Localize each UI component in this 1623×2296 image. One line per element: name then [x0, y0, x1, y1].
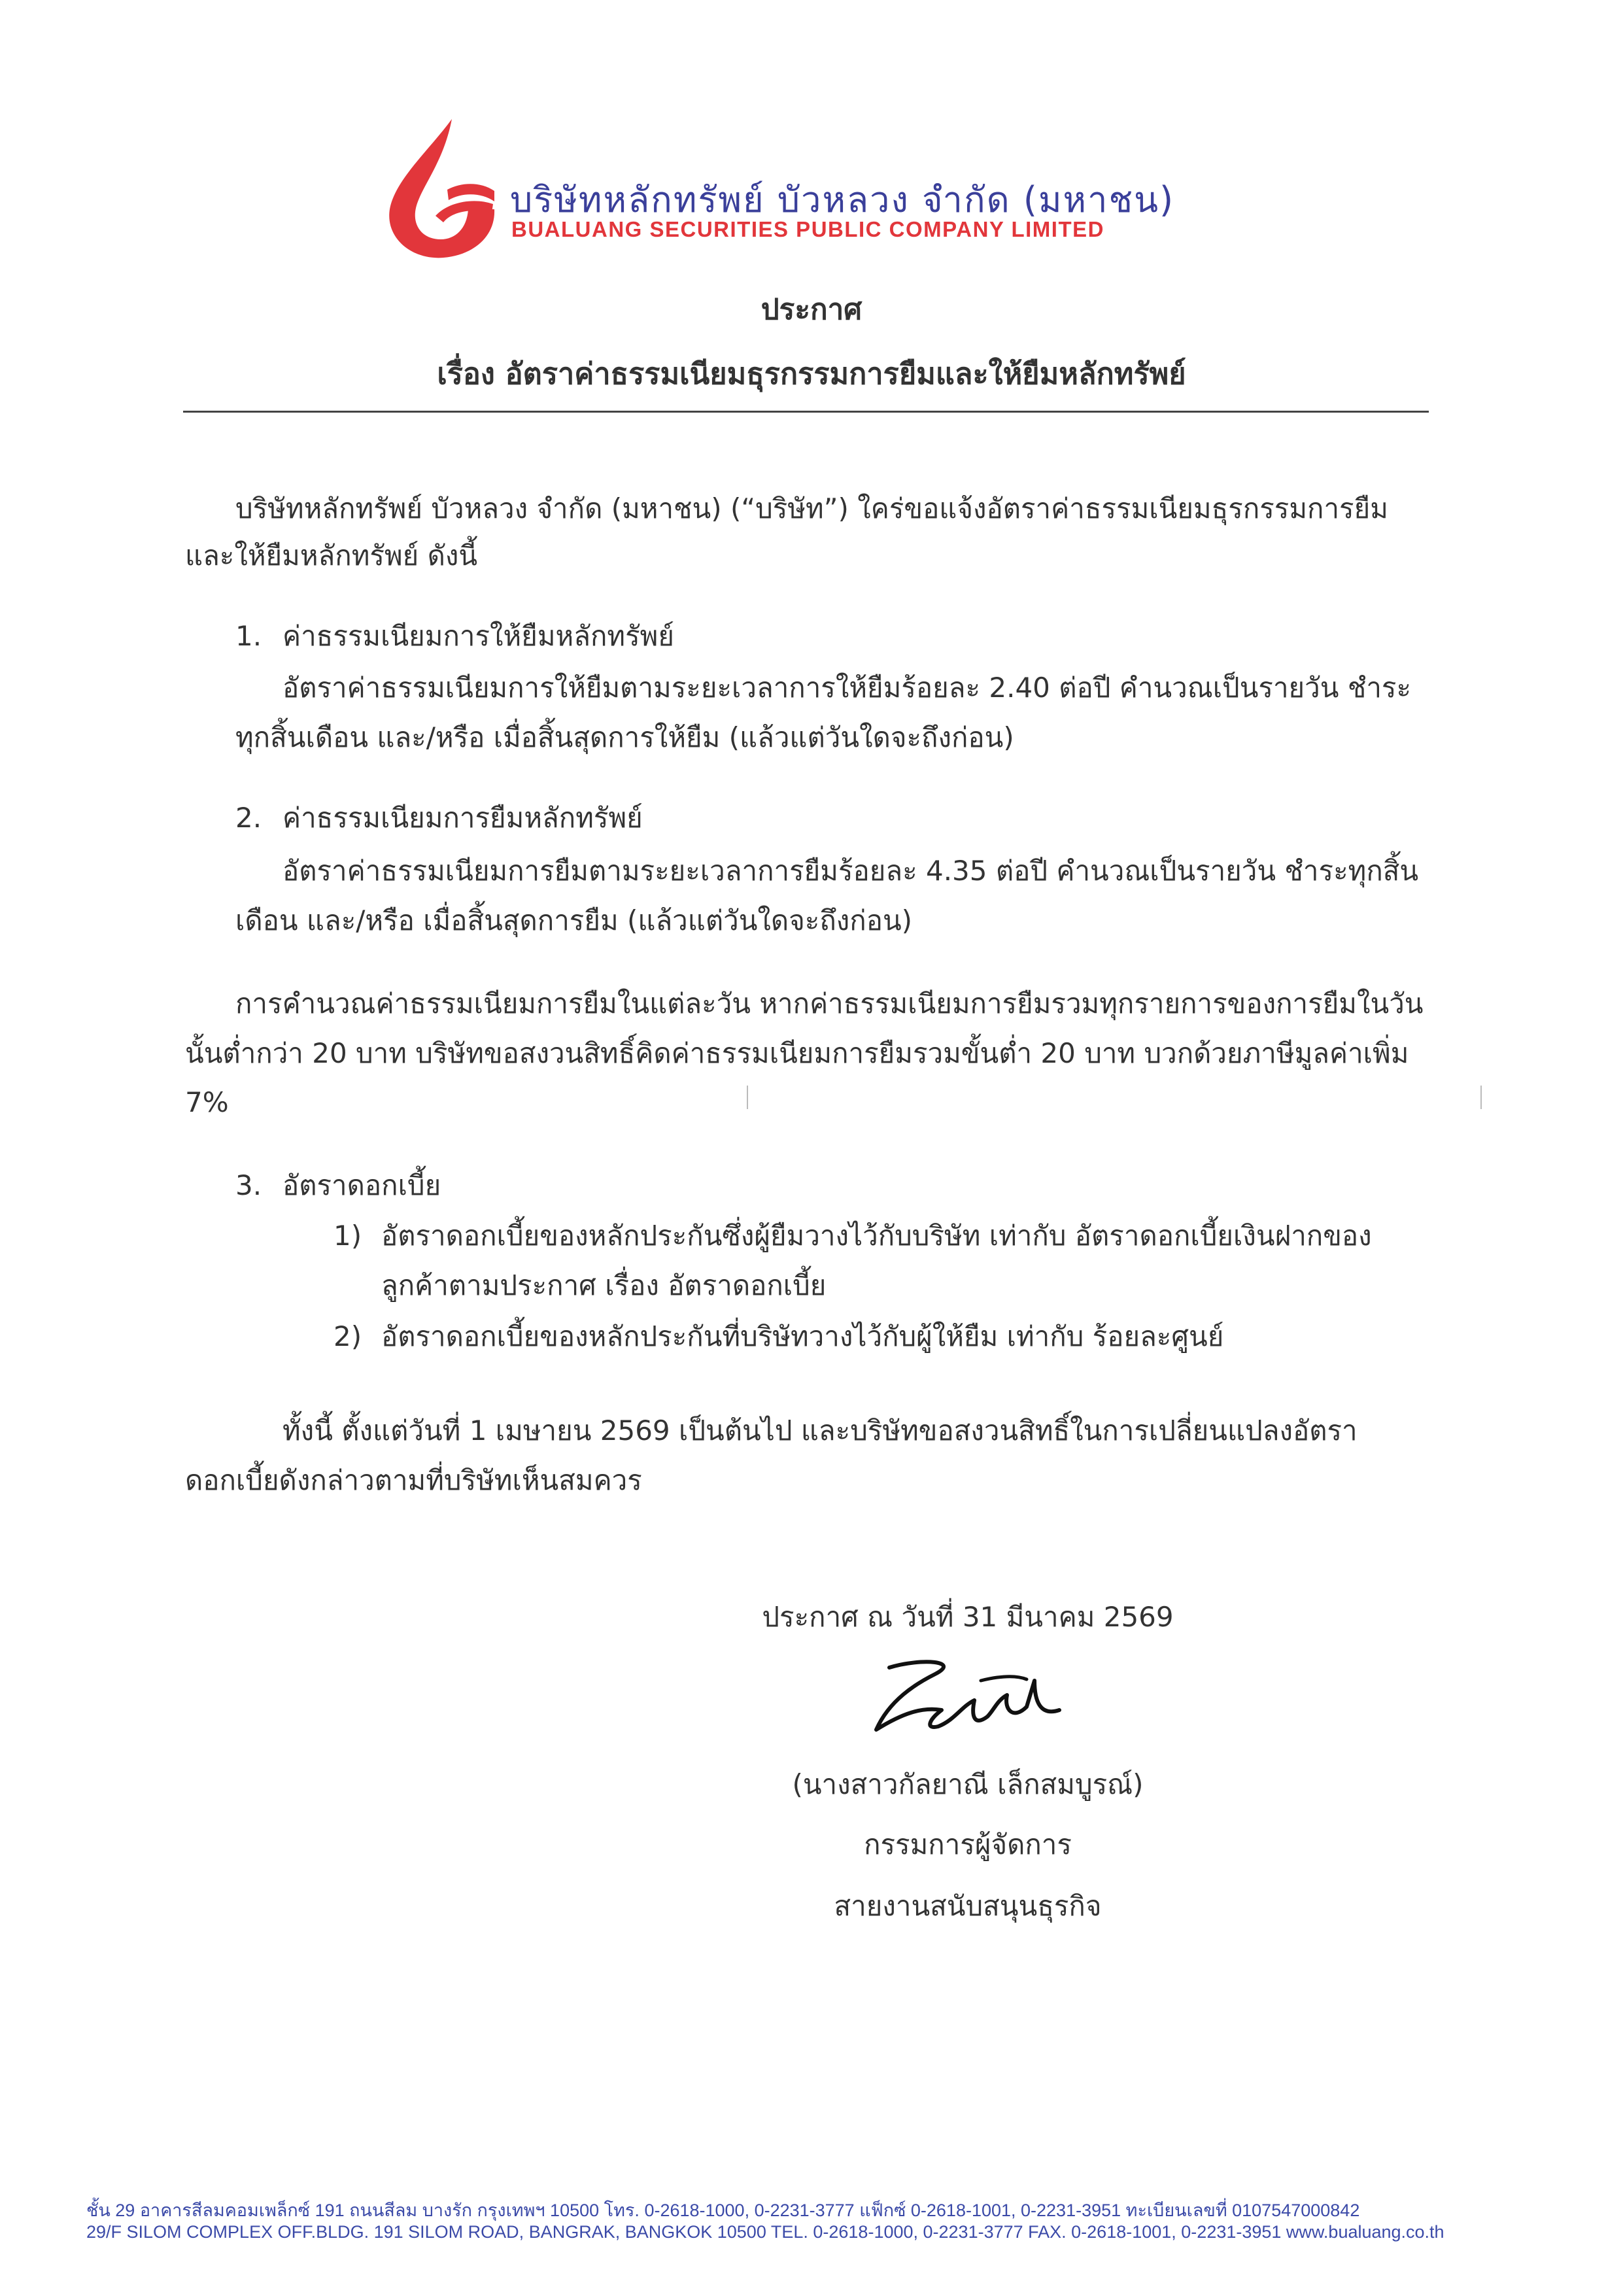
- footer-address-thai: ชั้น 29 อาคารสีลมคอมเพล็กซ์ 191 ถนนสีลม บางรัก กรุงเทพฯ 10500 โทร. 0-2618-1000, 0-2231-3777 แฟ็กซ์ 0-2618-1001, 0-2231-3951 ทะเบียนเลขที่ 0107547000842: [86, 2201, 1360, 2220]
- signatory-position: กรรมการผู้จัดการ: [864, 1828, 1072, 1860]
- section-3-item-2-number: 2): [333, 1320, 362, 1352]
- signatory-department: สายงานสนับสนุนธุรกิจ: [834, 1890, 1102, 1922]
- section-1-line-2: ทุกสิ้นเดือน และ/หรือ เมื่อสิ้นสุดการให้ยืม (แล้วแต่วันใดจะถึงก่อน): [235, 721, 1014, 753]
- section-1-number: 1.: [235, 620, 262, 652]
- scan-mark: [747, 1086, 748, 1109]
- minimum-fee-line-2: นั้นต่ำกว่า 20 บาท บริษัทขอสงวนสิทธิ์คิดค่าธรรมเนียมการยืมรวมขั้นต่ำ 20 บาท บวกด้วยภาษีมูลค่าเพิ่ม: [185, 1037, 1409, 1069]
- section-3-number: 3.: [235, 1169, 262, 1201]
- company-name-english: BUALUANG SECURITIES PUBLIC COMPANY LIMITED: [511, 217, 1104, 241]
- section-3-item-1-line-2: ลูกค้าตามประกาศ เรื่อง อัตราดอกเบี้ย: [381, 1269, 827, 1301]
- signature-icon: [863, 1654, 1072, 1746]
- signatory-name: (นางสาวกัลยาณี เล็กสมบูรณ์): [792, 1768, 1144, 1800]
- header-divider: [183, 411, 1429, 413]
- announcement-subject: เรื่อง อัตราค่าธรรมเนียมธุรกรรมการยืมและให้ยืมหลักทรัพย์: [437, 356, 1186, 391]
- effective-line-1: ทั้งนี้ ตั้งแต่วันที่ 1 เมษายน 2569 เป็นต้นไป และบริษัทขอสงวนสิทธิ์ในการเปลี่ยนแปลงอัตรา: [282, 1414, 1358, 1447]
- intro-line-1: บริษัทหลักทรัพย์ บัวหลวง จำกัด (มหาชน) (“บริษัท”) ใคร่ขอแจ้งอัตราค่าธรรมเนียมธุรกรรมการยืม: [235, 492, 1388, 524]
- section-1-line-1: อัตราค่าธรรมเนียมการให้ยืมตามระยะเวลาการให้ยืมร้อยละ 2.40 ต่อปี คำนวณเป็นรายวัน ชำระ: [282, 672, 1412, 704]
- company-name-thai: บริษัทหลักทรัพย์ บัวหลวง จำกัด (มหาชน): [510, 179, 1175, 220]
- minimum-fee-line-3: 7%: [185, 1086, 229, 1118]
- scan-mark: [1480, 1086, 1482, 1109]
- announcement-label: ประกาศ: [760, 293, 863, 326]
- section-1-title: ค่าธรรมเนียมการให้ยืมหลักทรัพย์: [282, 620, 674, 652]
- section-3-item-2-line-1: อัตราดอกเบี้ยของหลักประกันที่บริษัทวางไว้กับผู้ให้ยืม เท่ากับ ร้อยละศูนย์: [381, 1320, 1224, 1352]
- section-2-line-2: เดือน และ/หรือ เมื่อสิ้นสุดการยืม (แล้วแต่วันใดจะถึงก่อน): [235, 904, 913, 936]
- section-2-line-1: อัตราค่าธรรมเนียมการยืมตามระยะเวลาการยืมร้อยละ 4.35 ต่อปี คำนวณเป็นรายวัน ชำระทุกสิ้น: [282, 855, 1419, 887]
- section-2-title: ค่าธรรมเนียมการยืมหลักทรัพย์: [282, 802, 643, 834]
- section-3-item-1-number: 1): [333, 1220, 362, 1252]
- footer-address-english: 29/F SILOM COMPLEX OFF.BLDG. 191 SILOM ROAD, BANGRAK, BANGKOK 10500 TEL. 0-2618-1000, 0-2231-3777 FAX. 0-2618-1001, 0-2231-3951 www.bualuang.co.th: [86, 2222, 1444, 2242]
- effective-line-2: ดอกเบี้ยดังกล่าวตามที่บริษัทเห็นสมควร: [185, 1464, 642, 1496]
- section-3-item-1-line-1: อัตราดอกเบี้ยของหลักประกันซึ่งผู้ยืมวางไว้กับบริษัท เท่ากับ อัตราดอกเบี้ยเงินฝากของ: [381, 1220, 1372, 1252]
- section-2-number: 2.: [235, 802, 262, 834]
- section-3-title: อัตราดอกเบี้ย: [282, 1169, 441, 1201]
- announcement-date: ประกาศ ณ วันที่ 31 มีนาคม 2569: [762, 1601, 1174, 1633]
- minimum-fee-line-1: การคำนวณค่าธรรมเนียมการยืมในแต่ละวัน หากค่าธรรมเนียมการยืมรวมทุกรายการของการยืมในวัน: [235, 987, 1424, 1019]
- company-logo-icon: [383, 118, 501, 262]
- intro-line-2: และให้ยืมหลักทรัพย์ ดังนี้: [185, 540, 478, 572]
